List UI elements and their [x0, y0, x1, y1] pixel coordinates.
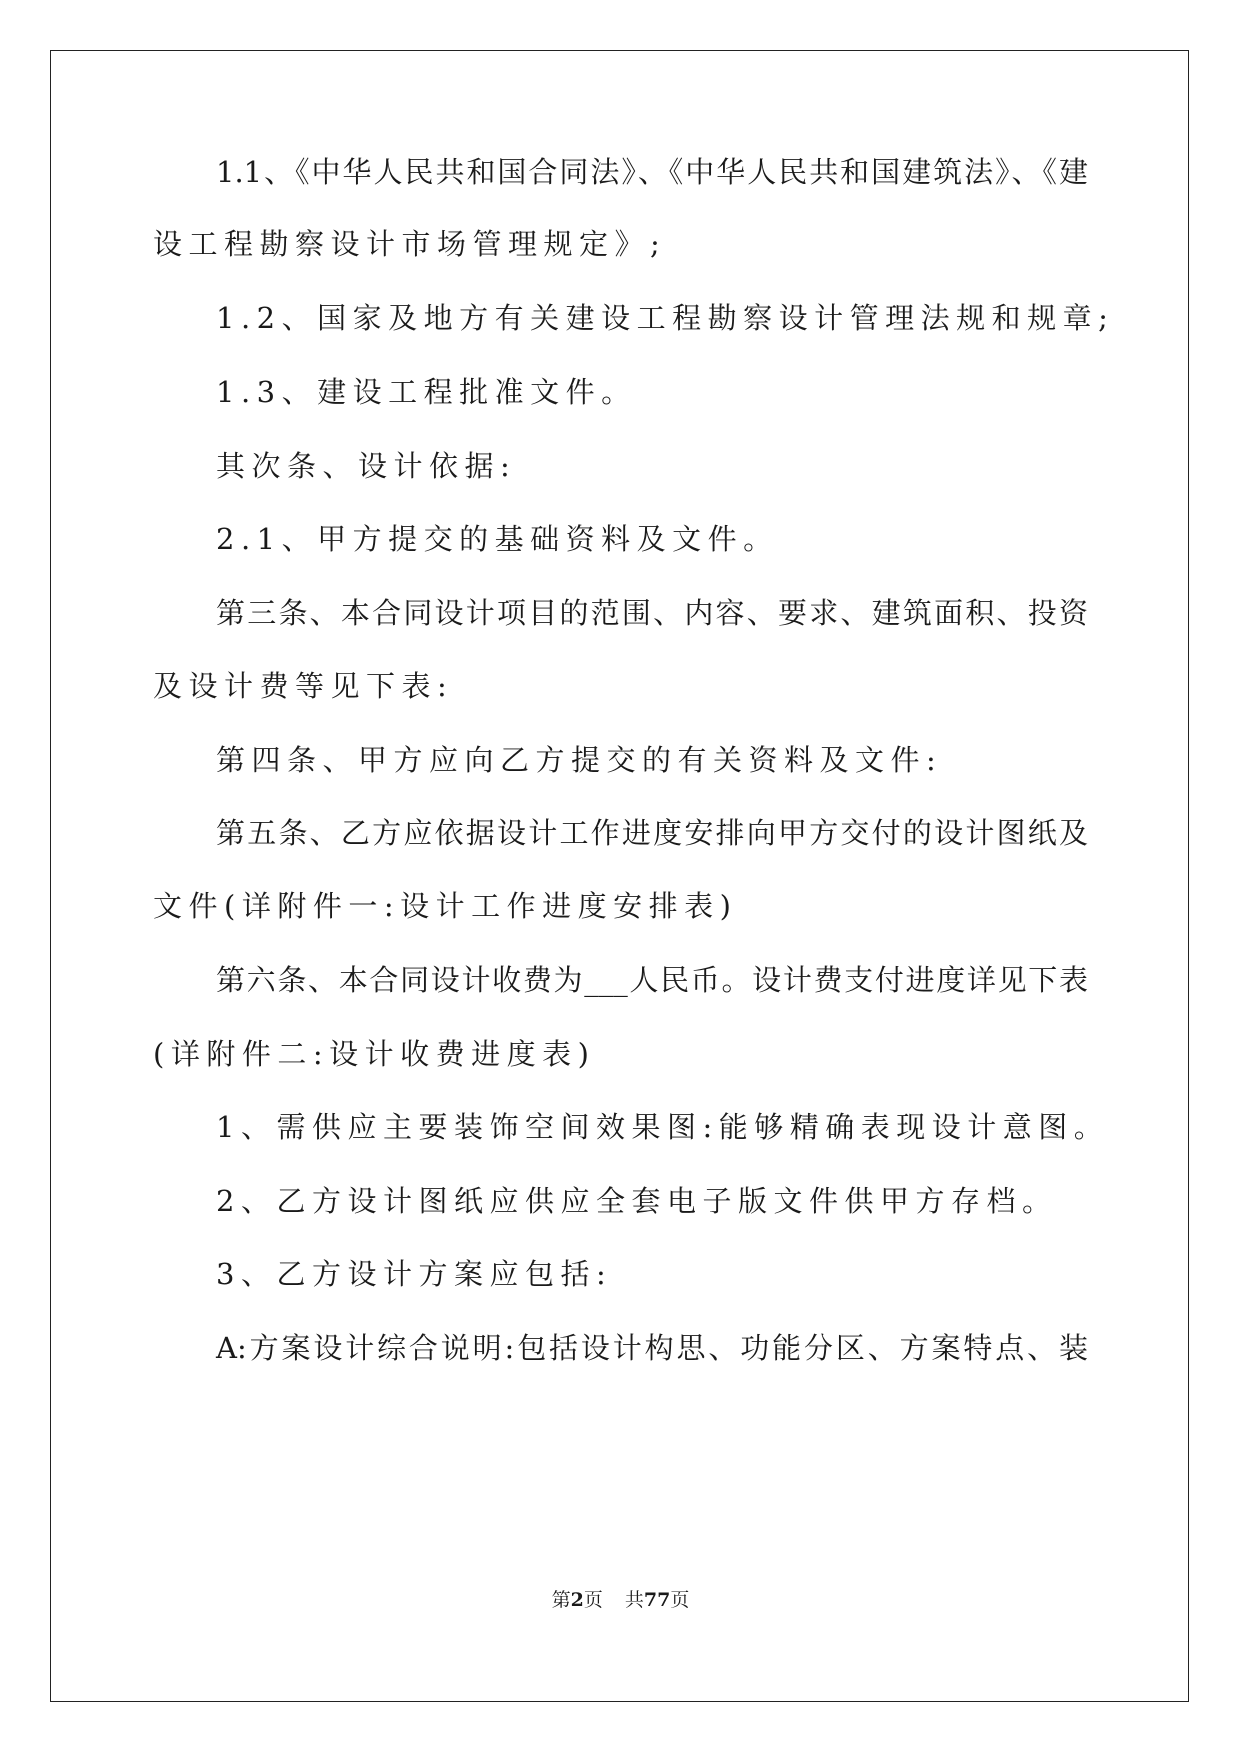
paragraph-line: 1.2、国家及地方有关建设工程勘察设计管理法规和规章; — [216, 301, 1115, 335]
paragraph-line: 第三条、本合同设计项目的范围、内容、要求、建筑面积、投资 — [216, 596, 1088, 630]
paragraph-line: 1.3、建设工程批准文件。 — [216, 375, 637, 409]
paragraph-line: A:方案设计综合说明:包括设计构思、功能分区、方案特点、装 — [216, 1331, 1088, 1365]
paragraph-line: 第四条、甲方应向乙方提交的有关资料及文件: — [216, 743, 943, 777]
paragraph-line: 2、乙方设计图纸应供应全套电子版文件供甲方存档。 — [216, 1184, 1058, 1218]
page-prefix: 第 — [551, 1589, 571, 1611]
paragraph-line: 文件(详附件一:设计工作进度安排表) — [153, 889, 738, 923]
paragraph-line: 2.1、甲方提交的基础资料及文件。 — [216, 522, 779, 556]
total-prefix: 共 — [624, 1589, 644, 1611]
paragraph-line: 1.1、《中华人民共和国合同法》、《中华人民共和国建筑法》、《建 — [216, 155, 1088, 189]
total-page-count: 77 — [643, 1589, 671, 1611]
current-page-number: 2 — [570, 1589, 584, 1611]
page-mid: 页 — [583, 1589, 603, 1611]
paragraph-line: 设工程勘察设计市场管理规定》; — [153, 227, 667, 261]
paragraph-line: 及设计费等见下表: — [153, 669, 454, 703]
total-suffix: 页 — [670, 1589, 690, 1611]
paragraph-line: 1、需供应主要装饰空间效果图:能够精确表现设计意图。 — [216, 1110, 1110, 1144]
paragraph-line: 第五条、乙方应依据设计工作进度安排向甲方交付的设计图纸及 — [216, 816, 1088, 850]
paragraph-line: 其次条、设计依据: — [216, 449, 517, 483]
page-footer — [0, 1585, 1241, 1612]
paragraph-line: 第六条、本合同设计收费为___人民币。设计费支付进度详见下表 — [216, 963, 1088, 997]
paragraph-line: (详附件二:设计收费进度表) — [153, 1037, 596, 1071]
paragraph-line: 3、乙方设计方案应包括: — [216, 1257, 613, 1291]
